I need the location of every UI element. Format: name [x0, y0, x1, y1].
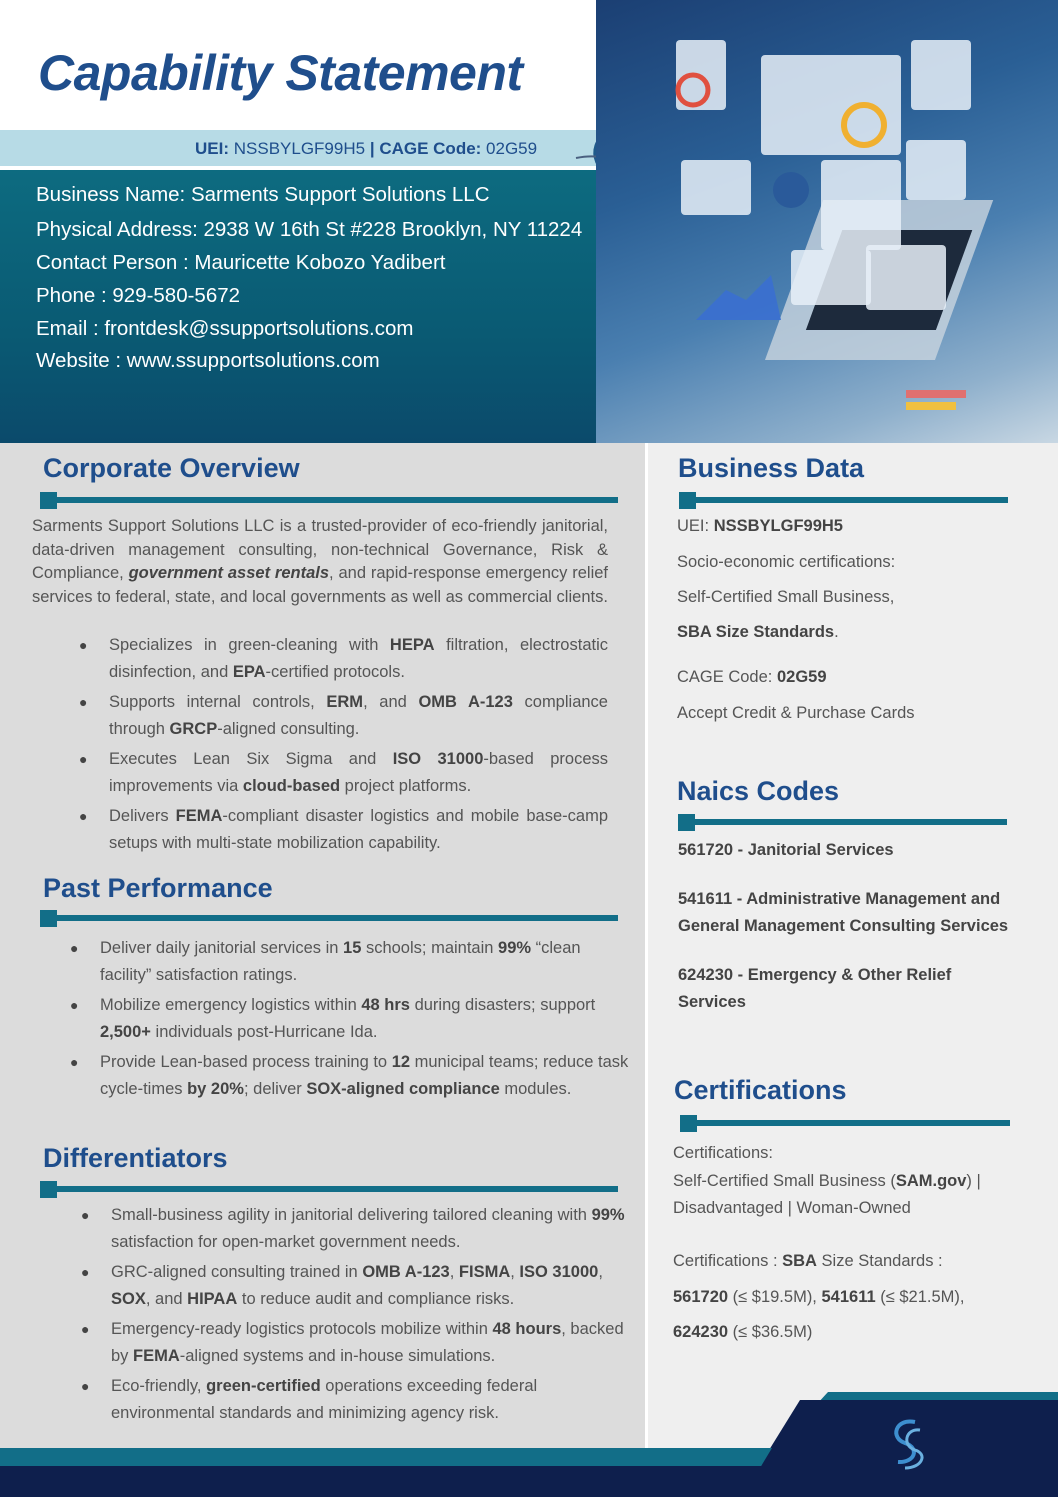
section-rule	[679, 497, 1008, 503]
section-rule-marker	[40, 1181, 57, 1198]
list-item: ● Deliver daily janitorial services in 15 schools; maintain 99% “clean facility” satisfaction ratings.	[70, 939, 581, 984]
corporate-overview-heading: Corporate Overview	[43, 453, 300, 483]
corporate-overview-intro: Sarments Support Solutions LLC is a trusted-provider of eco-friendly janitorial, data-driven management consulting, non-technical Governance, Risk & Compliance, government asset rentals, and rapid-response emergency relief services to federal, state, and local governments as well as commercial clients.	[32, 517, 608, 606]
certifications-line-2: Disadvantaged | Woman-Owned	[673, 1199, 911, 1217]
naics-code-541611: 541611 - Administrative Management and General Management Consulting Services	[678, 890, 1009, 935]
business-uei: UEI: NSSBYLGF99H5	[677, 517, 843, 535]
section-rule	[680, 1120, 1010, 1126]
uei-cage-line: UEI: NSSBYLGF99H5 | CAGE Code: 02G59	[195, 139, 538, 158]
list-item: ● Eco-friendly, green-certified operations exceeding federal environmental standards and minimizing agency risk.	[81, 1377, 538, 1422]
list-item: ● Specializes in green-cleaning with HEPA filtration, electrostatic disinfection, and EPA-certified protocols.	[79, 636, 608, 681]
contact-person: Contact Person : Mauricette Kobozo Yadibert	[36, 251, 446, 274]
section-rule	[40, 497, 618, 503]
certifications-label: Certifications:	[673, 1144, 773, 1162]
section-rule-marker	[679, 492, 696, 509]
certifications-heading: Certifications	[674, 1075, 847, 1105]
list-item: ● Emergency-ready logistics protocols mobilize within 48 hours, backed by FEMA-aligned systems and in-house simulations.	[81, 1320, 624, 1365]
list-item: ● Small-business agility in janitorial delivering tailored cleaning with 99% satisfaction for open-market government needs.	[81, 1206, 625, 1251]
section-rule	[40, 1186, 618, 1192]
list-item: ● GRC-aligned consulting trained in OMB A-123, FISMA, ISO 31000, SOX, and HIPAA to reduce audit and compliance risks.	[81, 1263, 603, 1308]
list-item: ● Executes Lean Six Sigma and ISO 31000-based process improvements via cloud-based project platforms.	[79, 750, 608, 795]
past-performance-heading: Past Performance	[43, 873, 273, 903]
page-title: Capability Statement	[38, 45, 523, 101]
section-rule	[678, 819, 1007, 825]
past-performance-list	[70, 935, 636, 1106]
physical-address: Physical Address: 2938 W 16th St #228 Brooklyn, NY 11224	[36, 218, 583, 241]
sba-size-standards: SBA Size Standards.	[677, 623, 839, 641]
email[interactable]: Email : frontdesk@ssupportsolutions.com	[36, 317, 414, 340]
naics-heading: Naics Codes	[677, 776, 840, 806]
list-item: ● Mobilize emergency logistics within 48 hrs during disasters; support 2,500+ individuals post-Hurricane Ida.	[70, 996, 596, 1041]
certifications-line-1: Self-Certified Small Business (SAM.gov) |	[673, 1172, 981, 1190]
list-item: ● Supports internal controls, ERM, and OMB A-123 compliance through GRCP-aligned consulting.	[79, 693, 608, 738]
section-rule	[40, 915, 618, 921]
footer-decoration	[0, 1388, 1058, 1497]
socio-economic-label: Socio-economic certifications:	[677, 553, 896, 571]
business-data-heading: Business Data	[678, 453, 865, 483]
list-item: ● Provide Lean-based process training to 12 municipal teams; reduce task cycle-times by 20%; deliver SOX-aligned compliance modules.	[70, 1053, 629, 1098]
naics-code-624230: 624230 - Emergency & Other Relief Services	[678, 966, 952, 1011]
size-standards-line-2: 624230 (≤ $36.5M)	[673, 1323, 813, 1341]
website[interactable]: Website : www.ssupportsolutions.com	[36, 349, 380, 372]
size-standards-line-1: 561720 (≤ $19.5M), 541611 (≤ $21.5M),	[673, 1288, 965, 1306]
section-rule-marker	[678, 814, 695, 831]
corporate-overview-list	[79, 632, 608, 860]
self-certified: Self-Certified Small Business,	[677, 588, 895, 606]
business-name: Business Name: Sarments Support Solutions LLC	[36, 183, 490, 206]
section-rule-marker	[680, 1115, 697, 1132]
section-rule-marker	[40, 910, 57, 927]
list-item: ● Delivers FEMA-compliant disaster logistics and mobile base-camp setups with multi-state mobilization capability.	[79, 807, 608, 852]
payment-cards: Accept Credit & Purchase Cards	[677, 704, 915, 722]
differentiators-heading: Differentiators	[43, 1143, 228, 1173]
business-cage: CAGE Code: 02G59	[677, 668, 827, 686]
naics-code-561720: 561720 - Janitorial Services	[678, 841, 894, 859]
section-rule-marker	[40, 492, 57, 509]
phone: Phone : 929-580-5672	[36, 284, 241, 307]
certifications-sba-line: Certifications : SBA Size Standards :	[673, 1252, 943, 1270]
hero-photo	[596, 0, 1058, 443]
